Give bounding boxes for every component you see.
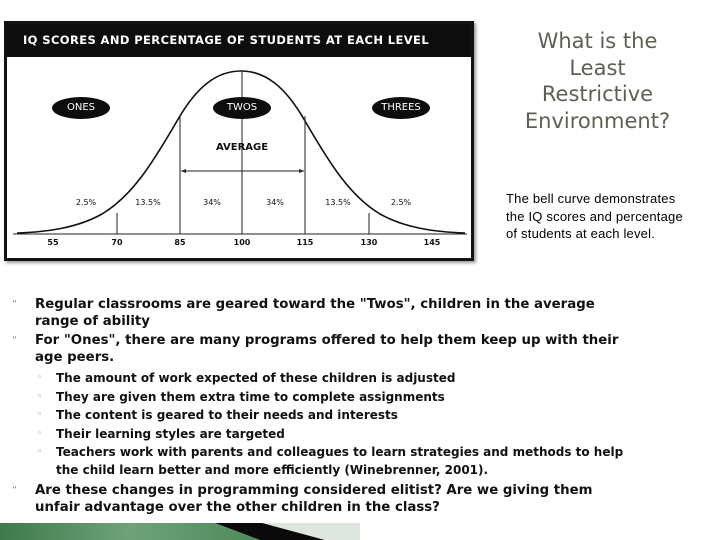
figure-header: IQ SCORES AND PERCENTAGE OF STUDENTS AT EACH LEVEL <box>7 24 471 57</box>
bullet-text: For "Ones", there are many programs offered to help them keep up with their age peers. <box>35 333 619 365</box>
x-tick: 85 <box>174 238 186 247</box>
sub-bullet-item <box>0 370 640 388</box>
sub-bullet-icon: ◦ <box>37 373 43 383</box>
sub-bullet-item <box>0 444 640 479</box>
average-label: AVERAGE <box>215 142 269 153</box>
sub-bullet-icon: ◦ <box>37 391 43 402</box>
sub-bullet-text: The amount of work expected of these children is adjusted <box>56 371 456 385</box>
pct-label: 2.5% <box>390 198 412 207</box>
bell-curve-chart <box>7 24 471 258</box>
sub-bullet-text: The content is geared to their needs and interests <box>56 408 398 422</box>
x-tick: 55 <box>47 238 59 247</box>
title-line: Environment? <box>524 108 671 133</box>
sub-bullet-item <box>0 407 640 425</box>
group-label-ones: ONES <box>66 102 96 113</box>
decorative-footer-strip <box>0 523 720 540</box>
figure-description: The bell curve demonstrates the IQ scores and percentage of students at each level. <box>506 191 683 241</box>
pct-label: 34% <box>266 198 284 207</box>
bullet-icon: “ <box>12 335 18 346</box>
title-line: What is the <box>537 29 658 53</box>
sub-bullet-text: They are given them extra time to complete assignments <box>56 389 445 404</box>
bullet-item <box>0 296 640 330</box>
sub-bullet-icon: ◦ <box>37 410 43 420</box>
bullet-text: Are these changes in programming considered elitist? Are we giving them unfair advantage over the other children in the class? <box>35 483 593 515</box>
bullet-item <box>0 332 640 366</box>
x-tick: 145 <box>423 238 441 247</box>
title-line: Least <box>569 55 626 80</box>
pct-label: 2.5% <box>75 198 97 207</box>
bullet-icon: “ <box>12 299 18 310</box>
bullet-list <box>0 296 640 518</box>
sub-bullet-icon: ◦ <box>37 428 43 439</box>
iq-bell-curve-figure <box>4 21 474 261</box>
group-label-twos: TWOS <box>226 102 258 113</box>
pct-label: 34% <box>203 198 221 207</box>
bullet-item <box>0 482 640 516</box>
bullet-icon: “ <box>12 485 18 496</box>
x-tick: 130 <box>360 238 378 247</box>
bullet-text: Regular classrooms are geared toward the "Twos", children in the average range of ability <box>35 297 595 329</box>
x-tick: 100 <box>233 238 251 247</box>
group-label-threes: THREES <box>381 102 421 113</box>
pct-label: 13.5% <box>325 198 351 207</box>
sub-bullet-item <box>0 426 640 444</box>
x-tick: 70 <box>111 238 123 247</box>
sub-bullet-list <box>0 370 640 479</box>
pct-label: 13.5% <box>135 198 161 207</box>
sub-bullet-text: Their learning styles are targeted <box>56 426 285 441</box>
sub-bullet-item <box>0 389 640 407</box>
slide-title <box>505 28 690 134</box>
sub-bullet-text: Teachers work with parents and colleagues to learn strategies and methods to help the child learn better and more efficiently (Winebrenner, 2001). <box>56 445 624 477</box>
x-tick: 115 <box>296 238 314 247</box>
title-line: Restrictive <box>541 82 654 106</box>
sub-bullet-icon: ◦ <box>37 447 43 457</box>
